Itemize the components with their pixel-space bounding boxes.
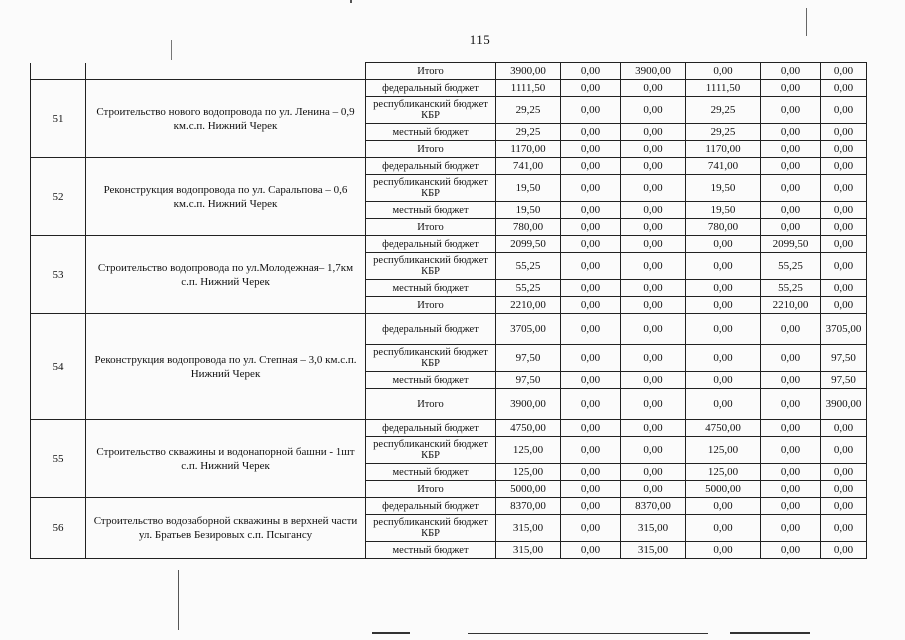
value-cell: 315,00 (496, 515, 561, 542)
value-cell: 1170,00 (496, 141, 561, 158)
value-cell: 0,00 (821, 80, 867, 97)
value-cell: 0,00 (621, 481, 686, 498)
funding-source-cell: республиканский бюджет КБР (366, 437, 496, 464)
value-cell: 0,00 (821, 236, 867, 253)
value-cell: 3705,00 (496, 314, 561, 345)
table-body (31, 63, 867, 559)
value-cell: 29,25 (686, 97, 761, 124)
value-cell: 741,00 (686, 158, 761, 175)
value-cell: 1111,50 (686, 80, 761, 97)
value-cell: 0,00 (761, 124, 821, 141)
funding-source-cell: федеральный бюджет (366, 158, 496, 175)
value-cell: 0,00 (621, 97, 686, 124)
value-cell: 0,00 (621, 80, 686, 97)
value-cell: 0,00 (821, 158, 867, 175)
project-name-cell: Строительство водопровода по ул.Молодежная– 1,7км с.п. Нижний Черек (86, 236, 366, 314)
value-cell: 0,00 (761, 437, 821, 464)
value-cell: 0,00 (686, 372, 761, 389)
value-cell: 125,00 (496, 437, 561, 464)
value-cell: 5000,00 (496, 481, 561, 498)
funding-source-cell: местный бюджет (366, 280, 496, 297)
value-cell: 2099,50 (496, 236, 561, 253)
value-cell: 0,00 (561, 498, 621, 515)
value-cell: 0,00 (686, 389, 761, 420)
value-cell: 0,00 (621, 389, 686, 420)
value-cell: 0,00 (561, 297, 621, 314)
value-cell: 0,00 (686, 297, 761, 314)
value-cell: 0,00 (686, 515, 761, 542)
value-cell: 97,50 (821, 345, 867, 372)
value-cell: 0,00 (621, 464, 686, 481)
value-cell: 0,00 (561, 464, 621, 481)
value-cell: 0,00 (561, 542, 621, 559)
value-cell: 0,00 (821, 253, 867, 280)
project-name-cell: Строительство нового водопровода по ул. Ленина – 0,9 км.с.п. Нижний Черек (86, 80, 366, 158)
value-cell: 55,25 (761, 253, 821, 280)
value-cell: 0,00 (561, 280, 621, 297)
scan-mark (468, 633, 708, 634)
value-cell: 29,25 (496, 124, 561, 141)
value-cell: 1170,00 (686, 141, 761, 158)
value-cell: 0,00 (621, 314, 686, 345)
funding-source-cell: федеральный бюджет (366, 498, 496, 515)
value-cell: 0,00 (621, 437, 686, 464)
funding-source-cell: федеральный бюджет (366, 420, 496, 437)
project-number-cell: 56 (31, 498, 86, 559)
value-cell: 0,00 (621, 202, 686, 219)
table-row (31, 314, 867, 345)
value-cell: 0,00 (561, 219, 621, 236)
value-cell: 2210,00 (761, 297, 821, 314)
value-cell: 0,00 (686, 236, 761, 253)
project-name-cell: Реконструкция водопровода по ул. Саральпова – 0,6 км.с.п. Нижний Черек (86, 158, 366, 236)
value-cell: 315,00 (621, 515, 686, 542)
value-cell: 0,00 (561, 202, 621, 219)
value-cell: 0,00 (621, 345, 686, 372)
table-row (31, 236, 867, 253)
scan-mark (178, 570, 179, 630)
scan-mark (171, 40, 172, 60)
funding-source-cell: республиканский бюджет КБР (366, 515, 496, 542)
value-cell: 0,00 (761, 542, 821, 559)
value-cell: 0,00 (821, 437, 867, 464)
value-cell: 0,00 (561, 63, 621, 80)
value-cell: 0,00 (561, 158, 621, 175)
budget-table (30, 62, 867, 559)
value-cell: 0,00 (761, 372, 821, 389)
funding-source-cell: Итого (366, 141, 496, 158)
value-cell: 0,00 (761, 202, 821, 219)
value-cell: 0,00 (621, 280, 686, 297)
value-cell: 0,00 (621, 372, 686, 389)
value-cell: 3900,00 (821, 389, 867, 420)
value-cell: 3900,00 (496, 389, 561, 420)
value-cell: 0,00 (761, 314, 821, 345)
funding-source-cell: Итого (366, 297, 496, 314)
value-cell: 0,00 (821, 219, 867, 236)
value-cell: 0,00 (761, 481, 821, 498)
value-cell: 19,50 (496, 175, 561, 202)
funding-source-cell: федеральный бюджет (366, 236, 496, 253)
value-cell: 97,50 (496, 372, 561, 389)
value-cell: 3900,00 (621, 63, 686, 80)
value-cell: 3705,00 (821, 314, 867, 345)
project-number-cell: 54 (31, 314, 86, 420)
value-cell: 0,00 (761, 141, 821, 158)
page-number: 115 (469, 32, 491, 47)
value-cell: 0,00 (686, 63, 761, 80)
value-cell: 0,00 (561, 420, 621, 437)
value-cell: 29,25 (686, 124, 761, 141)
value-cell: 0,00 (561, 80, 621, 97)
value-cell: 0,00 (561, 141, 621, 158)
table-row (31, 63, 867, 80)
value-cell: 19,50 (496, 202, 561, 219)
value-cell: 125,00 (686, 437, 761, 464)
funding-source-cell: республиканский бюджет КБР (366, 97, 496, 124)
value-cell: 8370,00 (496, 498, 561, 515)
value-cell: 1111,50 (496, 80, 561, 97)
value-cell: 0,00 (761, 345, 821, 372)
table-row (31, 420, 867, 437)
value-cell: 0,00 (821, 124, 867, 141)
funding-source-cell: Итого (366, 63, 496, 80)
value-cell: 0,00 (821, 515, 867, 542)
value-cell: 0,00 (561, 515, 621, 542)
value-cell: 0,00 (686, 253, 761, 280)
value-cell: 0,00 (561, 314, 621, 345)
funding-source-cell: местный бюджет (366, 202, 496, 219)
project-number-cell: 51 (31, 80, 86, 158)
value-cell: 0,00 (761, 97, 821, 124)
scan-mark (806, 8, 807, 36)
value-cell: 0,00 (761, 464, 821, 481)
value-cell: 0,00 (761, 498, 821, 515)
project-number-cell: 53 (31, 236, 86, 314)
scan-mark (350, 0, 352, 3)
value-cell: 0,00 (821, 202, 867, 219)
value-cell: 315,00 (621, 542, 686, 559)
funding-source-cell: федеральный бюджет (366, 80, 496, 97)
value-cell: 0,00 (621, 158, 686, 175)
value-cell: 0,00 (761, 420, 821, 437)
value-cell: 55,25 (496, 253, 561, 280)
value-cell: 0,00 (686, 280, 761, 297)
funding-source-cell: Итого (366, 219, 496, 236)
funding-source-cell: республиканский бюджет КБР (366, 175, 496, 202)
value-cell: 0,00 (821, 63, 867, 80)
funding-source-cell: местный бюджет (366, 124, 496, 141)
funding-source-cell: Итого (366, 389, 496, 420)
funding-source-cell: Итого (366, 481, 496, 498)
scan-mark (730, 632, 810, 634)
value-cell: 0,00 (561, 389, 621, 420)
value-cell: 0,00 (761, 515, 821, 542)
funding-source-cell: местный бюджет (366, 542, 496, 559)
scan-mark (372, 632, 410, 634)
value-cell: 55,25 (496, 280, 561, 297)
value-cell: 0,00 (686, 314, 761, 345)
value-cell: 4750,00 (496, 420, 561, 437)
value-cell: 0,00 (761, 80, 821, 97)
value-cell: 0,00 (561, 236, 621, 253)
table-row (31, 498, 867, 515)
value-cell: 0,00 (621, 219, 686, 236)
value-cell: 0,00 (621, 420, 686, 437)
value-cell: 0,00 (761, 158, 821, 175)
value-cell: 0,00 (821, 97, 867, 124)
value-cell: 780,00 (686, 219, 761, 236)
value-cell: 0,00 (821, 542, 867, 559)
value-cell: 0,00 (686, 345, 761, 372)
value-cell: 0,00 (561, 175, 621, 202)
value-cell: 0,00 (821, 420, 867, 437)
value-cell: 0,00 (621, 124, 686, 141)
value-cell: 0,00 (821, 464, 867, 481)
value-cell: 0,00 (686, 498, 761, 515)
value-cell: 0,00 (821, 481, 867, 498)
value-cell: 0,00 (621, 253, 686, 280)
value-cell: 0,00 (621, 236, 686, 253)
value-cell: 741,00 (496, 158, 561, 175)
value-cell: 97,50 (496, 345, 561, 372)
value-cell: 0,00 (561, 437, 621, 464)
funding-source-cell: республиканский бюджет КБР (366, 253, 496, 280)
value-cell: 0,00 (561, 124, 621, 141)
value-cell: 0,00 (621, 297, 686, 314)
value-cell: 0,00 (561, 481, 621, 498)
value-cell: 0,00 (761, 175, 821, 202)
value-cell: 780,00 (496, 219, 561, 236)
funding-source-cell: республиканский бюджет КБР (366, 345, 496, 372)
value-cell: 55,25 (761, 280, 821, 297)
value-cell: 97,50 (821, 372, 867, 389)
project-name-cell: Строительство водозаборной скважины в верхней части ул. Братьев Безировых с.п. Псыгансу (86, 498, 366, 559)
funding-source-cell: федеральный бюджет (366, 314, 496, 345)
project-name-cell (86, 63, 366, 80)
value-cell: 0,00 (686, 542, 761, 559)
project-number-cell: 55 (31, 420, 86, 498)
value-cell: 0,00 (821, 280, 867, 297)
value-cell: 125,00 (686, 464, 761, 481)
project-name-cell: Строительство скважины и водонапорной башни - 1шт с.п. Нижний Черек (86, 420, 366, 498)
value-cell: 0,00 (561, 97, 621, 124)
value-cell: 0,00 (761, 219, 821, 236)
funding-source-cell: местный бюджет (366, 464, 496, 481)
value-cell: 0,00 (561, 253, 621, 280)
value-cell: 4750,00 (686, 420, 761, 437)
value-cell: 315,00 (496, 542, 561, 559)
project-number-cell (31, 63, 86, 80)
value-cell: 0,00 (621, 141, 686, 158)
value-cell: 19,50 (686, 202, 761, 219)
value-cell: 0,00 (821, 141, 867, 158)
value-cell: 19,50 (686, 175, 761, 202)
project-number-cell: 52 (31, 158, 86, 236)
table-row (31, 80, 867, 97)
value-cell: 0,00 (621, 175, 686, 202)
table-row (31, 158, 867, 175)
value-cell: 0,00 (561, 372, 621, 389)
value-cell: 125,00 (496, 464, 561, 481)
value-cell: 2210,00 (496, 297, 561, 314)
value-cell: 0,00 (821, 175, 867, 202)
funding-source-cell: местный бюджет (366, 372, 496, 389)
project-name-cell: Реконструкция водопровода по ул. Степная – 3,0 км.с.п. Нижний Черек (86, 314, 366, 420)
value-cell: 8370,00 (621, 498, 686, 515)
value-cell: 2099,50 (761, 236, 821, 253)
value-cell: 5000,00 (686, 481, 761, 498)
value-cell: 0,00 (821, 498, 867, 515)
value-cell: 0,00 (561, 345, 621, 372)
value-cell: 3900,00 (496, 63, 561, 80)
value-cell: 29,25 (496, 97, 561, 124)
value-cell: 0,00 (761, 389, 821, 420)
value-cell: 0,00 (821, 297, 867, 314)
value-cell: 0,00 (761, 63, 821, 80)
